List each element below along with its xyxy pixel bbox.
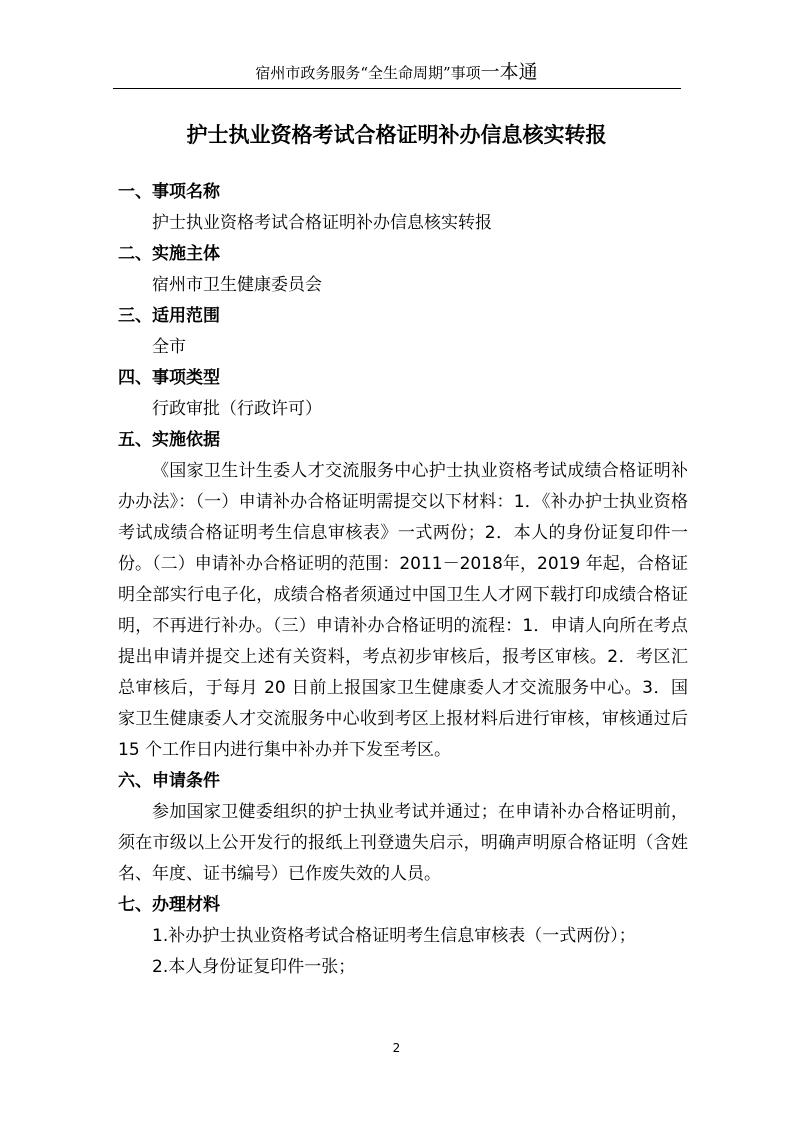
section-legal-basis-text: 《国家卫生计生委人才交流服务中心护士执业资格考试成绩合格证明补办办法》：（一）申请补办合格证明需提交以下材料：1．《补办护士执业资格考试成绩合格证明考生信息审核表》一式两份；2．本人的身份证复印件一份。（二）申请补办合格证明的范围：2011－2018年，2019 年起，合格证明全部实行电子化，成绩合格者须通过中国卫生人才网下载打印成绩合格证明，不再进行补办。（三）申请补办合格证明的流程：1．申请人向所在考点提出申请并提交上述有关资料，考点初步审核后，报考区审核。2．考区汇总审核后，于每月 20 日前上报国家卫生健康委人才交流服务中心。3．国家卫生健康委人才交流服务中心收到考区上报材料后进行审核，审核通过后 15 个工作日内进行集中补办并下发至考区。 (118, 461, 688, 760)
section-heading-item-type: 四、事项类型 (118, 368, 220, 388)
document-body (118, 177, 688, 983)
running-header (0, 62, 793, 83)
section-item-name-text: 护士执业资格考试合格证明补办信息核实转报 (152, 213, 492, 233)
section-heading-legal-basis: 五、实施依据 (118, 430, 220, 450)
section-implementing-body-text: 宿州市卫生健康委员会 (152, 275, 322, 295)
section-heading-item-name: 一、事项名称 (118, 182, 220, 202)
page-number: 2 (392, 1041, 401, 1055)
header-rule (113, 88, 681, 89)
section-heading-conditions: 六、申请条件 (118, 771, 220, 791)
document-title: 护士执业资格考试合格证明补办信息核实转报 (186, 123, 607, 147)
materials-list-item: 1.补办护士执业资格考试合格证明考生信息审核表（一式两份）； (152, 926, 636, 946)
section-item-type-text: 行政审批（行政许可） (152, 399, 322, 419)
section-conditions-text: 参加国家卫健委组织的护士执业考试并通过；在申请补办合格证明前，须在市级以上公开发行的报纸上刊登遗失启示，明确声明原合格证明（含姓名、年度、证书编号）已作废失效的人员。 (118, 802, 688, 884)
section-heading-implementing-body: 二、实施主体 (118, 244, 220, 264)
section-scope-text: 全市 (152, 337, 186, 357)
section-heading-materials: 七、办理材料 (118, 895, 220, 915)
section-heading-scope: 三、适用范围 (118, 306, 220, 326)
header-text: 宿州市政务服务“全生命周期”事项 (255, 64, 481, 82)
materials-list-item: 2.本人身份证复印件一张； (152, 957, 356, 977)
header-big-text: 一本通 (480, 61, 538, 83)
